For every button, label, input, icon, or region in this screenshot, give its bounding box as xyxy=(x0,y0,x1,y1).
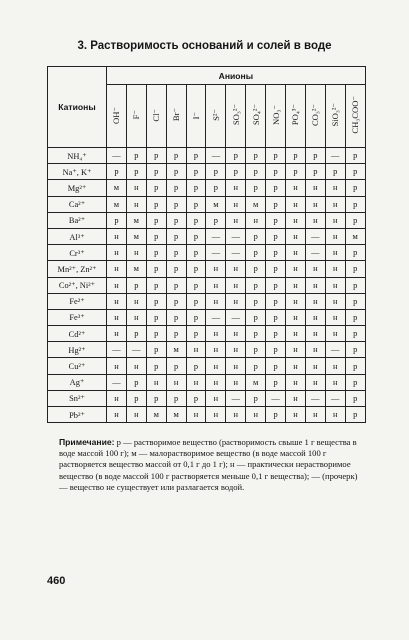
solubility-cell: р xyxy=(146,245,166,261)
table-row xyxy=(48,407,366,423)
table-row xyxy=(48,180,366,196)
solubility-cell: м xyxy=(126,212,146,228)
solubility-cell: р xyxy=(246,293,266,309)
solubility-cell: р xyxy=(146,390,166,406)
solubility-cell: н xyxy=(305,326,325,342)
solubility-cell: н xyxy=(226,374,246,390)
solubility-cell: р xyxy=(186,358,206,374)
solubility-cell: р xyxy=(126,390,146,406)
solubility-cell: н xyxy=(305,342,325,358)
solubility-cell: р xyxy=(186,148,206,164)
solubility-cell: р xyxy=(206,180,226,196)
solubility-cell: р xyxy=(186,326,206,342)
solubility-cell: н xyxy=(286,309,306,325)
solubility-cell: р xyxy=(226,164,246,180)
table-row xyxy=(48,148,366,164)
solubility-cell: р xyxy=(246,326,266,342)
solubility-table xyxy=(47,66,366,423)
solubility-cell: р xyxy=(186,390,206,406)
solubility-cell: м xyxy=(126,261,146,277)
solubility-cell: р xyxy=(246,261,266,277)
solubility-cell: — xyxy=(206,228,226,244)
solubility-cell: н xyxy=(305,309,325,325)
solubility-cell: р xyxy=(166,212,186,228)
anion-label: SO₃²⁻ xyxy=(230,104,241,126)
solubility-cell: н xyxy=(325,407,345,423)
solubility-cell: н xyxy=(226,261,246,277)
solubility-cell: р xyxy=(325,164,345,180)
cation-cell: NH₄⁺ xyxy=(48,148,107,164)
solubility-cell: р xyxy=(345,196,365,212)
anion-label: PO₄³⁻ xyxy=(290,104,301,126)
solubility-cell: р xyxy=(246,390,266,406)
solubility-cell: м xyxy=(107,180,127,196)
solubility-cell: р xyxy=(345,407,365,423)
anion-label: NO₃⁻ xyxy=(270,105,281,125)
table-row xyxy=(48,374,366,390)
solubility-cell: р xyxy=(266,293,286,309)
solubility-cell: н xyxy=(186,374,206,390)
anion-label: Cl⁻ xyxy=(151,108,162,122)
solubility-cell: н xyxy=(166,374,186,390)
solubility-cell: р xyxy=(345,212,365,228)
solubility-cell: р xyxy=(126,148,146,164)
solubility-cell: р xyxy=(146,309,166,325)
anion-label: CO₃²⁻ xyxy=(310,103,321,127)
solubility-cell: — xyxy=(325,342,345,358)
solubility-cell: — xyxy=(305,245,325,261)
solubility-cell: м xyxy=(126,228,146,244)
solubility-cell: н xyxy=(206,390,226,406)
solubility-cell: р xyxy=(146,212,166,228)
solubility-cell: н xyxy=(226,180,246,196)
solubility-cell: н xyxy=(126,196,146,212)
solubility-cell: н xyxy=(226,212,246,228)
solubility-cell: н xyxy=(305,293,325,309)
solubility-cell: р xyxy=(286,164,306,180)
anion-label: CH₃COO⁻ xyxy=(350,96,361,134)
solubility-cell: р xyxy=(186,277,206,293)
solubility-cell: р xyxy=(166,148,186,164)
solubility-cell: н xyxy=(126,407,146,423)
solubility-cell: — xyxy=(107,342,127,358)
solubility-cell: р xyxy=(345,164,365,180)
solubility-cell: н xyxy=(226,196,246,212)
solubility-cell: р xyxy=(146,342,166,358)
table-row xyxy=(48,309,366,325)
solubility-cell: р xyxy=(246,228,266,244)
solubility-cell: н xyxy=(226,293,246,309)
solubility-cell: р xyxy=(345,309,365,325)
table-row xyxy=(48,196,366,212)
solubility-cell: н xyxy=(286,407,306,423)
solubility-cell: р xyxy=(345,342,365,358)
anion-label: OH⁻ xyxy=(111,106,122,124)
solubility-cell: р xyxy=(166,309,186,325)
solubility-cell: р xyxy=(146,148,166,164)
solubility-cell: н xyxy=(107,277,127,293)
solubility-cell: н xyxy=(206,358,226,374)
cation-cell: Hg²⁺ xyxy=(48,342,107,358)
note-label: Примечание: xyxy=(59,437,115,447)
solubility-cell: н xyxy=(305,374,325,390)
solubility-cell: р xyxy=(246,245,266,261)
anion-label: SO₄²⁻ xyxy=(250,104,261,126)
solubility-cell: — xyxy=(226,309,246,325)
solubility-cell: н xyxy=(206,407,226,423)
table-row xyxy=(48,390,366,406)
cation-cell: Cr³⁺ xyxy=(48,245,107,261)
solubility-cell: н xyxy=(206,342,226,358)
solubility-cell: р xyxy=(266,261,286,277)
solubility-cell: р xyxy=(345,148,365,164)
solubility-cell: н xyxy=(325,228,345,244)
solubility-cell: р xyxy=(166,277,186,293)
solubility-cell: н xyxy=(226,326,246,342)
solubility-cell: р xyxy=(186,196,206,212)
solubility-cell: н xyxy=(325,212,345,228)
solubility-cell: р xyxy=(266,374,286,390)
solubility-cell: н xyxy=(286,245,306,261)
solubility-cell: н xyxy=(107,390,127,406)
solubility-cell: — xyxy=(107,374,127,390)
cation-cell: Ba²⁺ xyxy=(48,212,107,228)
anion-label: I⁻ xyxy=(191,111,201,119)
solubility-cell: р xyxy=(246,277,266,293)
table-row xyxy=(48,358,366,374)
solubility-cell: м xyxy=(246,374,266,390)
solubility-cell: р xyxy=(126,277,146,293)
page-number: 460 xyxy=(47,575,66,587)
solubility-cell: м xyxy=(166,342,186,358)
solubility-cell: р xyxy=(345,293,365,309)
solubility-cell: р xyxy=(107,164,127,180)
solubility-cell: р xyxy=(226,148,246,164)
solubility-cell: — xyxy=(226,390,246,406)
solubility-cell: — xyxy=(325,148,345,164)
solubility-cell: р xyxy=(146,164,166,180)
cation-cell: Fe²⁺ xyxy=(48,293,107,309)
solubility-cell: р xyxy=(186,309,206,325)
solubility-cell: р xyxy=(266,326,286,342)
solubility-cell: н xyxy=(107,407,127,423)
solubility-cell: н xyxy=(206,293,226,309)
solubility-cell: — xyxy=(305,390,325,406)
solubility-cell: — xyxy=(325,390,345,406)
solubility-cell: р xyxy=(166,196,186,212)
solubility-cell: — xyxy=(206,148,226,164)
table-row xyxy=(48,212,366,228)
cation-cell: Sn²⁺ xyxy=(48,390,107,406)
solubility-cell: н xyxy=(286,212,306,228)
solubility-cell: н xyxy=(286,374,306,390)
solubility-cell: р xyxy=(266,309,286,325)
solubility-cell: р xyxy=(206,164,226,180)
solubility-cell: м xyxy=(166,407,186,423)
cation-cell: Ca²⁺ xyxy=(48,196,107,212)
solubility-cell: н xyxy=(126,245,146,261)
solubility-cell: р xyxy=(146,293,166,309)
solubility-cell: р xyxy=(266,407,286,423)
solubility-cell: — xyxy=(107,148,127,164)
solubility-cell: р xyxy=(266,164,286,180)
anion-header-cell xyxy=(325,85,345,148)
solubility-cell: н xyxy=(126,293,146,309)
solubility-cell: н xyxy=(146,374,166,390)
solubility-cell: н xyxy=(305,261,325,277)
solubility-cell: р xyxy=(166,326,186,342)
solubility-cell: н xyxy=(286,261,306,277)
solubility-cell: р xyxy=(146,358,166,374)
solubility-cell: р xyxy=(305,164,325,180)
solubility-cell: н xyxy=(107,358,127,374)
anion-label: Br⁻ xyxy=(171,108,182,122)
cation-cell: Na⁺, K⁺ xyxy=(48,164,107,180)
solubility-cell: н xyxy=(107,309,127,325)
solubility-cell: р xyxy=(286,148,306,164)
solubility-cell: р xyxy=(345,245,365,261)
cation-cell: Al³⁺ xyxy=(48,228,107,244)
solubility-cell: н xyxy=(325,358,345,374)
solubility-cell: н xyxy=(325,180,345,196)
solubility-cell: р xyxy=(186,293,206,309)
solubility-cell: н xyxy=(305,277,325,293)
solubility-cell: н xyxy=(186,407,206,423)
anion-header-cell xyxy=(186,85,206,148)
solubility-cell: н xyxy=(126,358,146,374)
solubility-cell: р xyxy=(246,342,266,358)
solubility-cell: р xyxy=(146,326,166,342)
solubility-cell: р xyxy=(345,374,365,390)
solubility-cell: — xyxy=(305,228,325,244)
solubility-cell: н xyxy=(226,358,246,374)
anion-header-cell xyxy=(146,85,166,148)
solubility-cell: р xyxy=(146,261,166,277)
solubility-cell: р xyxy=(345,358,365,374)
cation-cell: Ag⁺ xyxy=(48,374,107,390)
solubility-cell: н xyxy=(325,309,345,325)
table-body xyxy=(48,148,366,423)
cation-cell: Mg²⁺ xyxy=(48,180,107,196)
anion-header-cell xyxy=(286,85,306,148)
table-row xyxy=(48,228,366,244)
solubility-cell: н xyxy=(107,293,127,309)
cation-cell: Mn²⁺, Zn²⁺ xyxy=(48,261,107,277)
solubility-cell: р xyxy=(345,261,365,277)
solubility-cell: н xyxy=(206,374,226,390)
table-row xyxy=(48,245,366,261)
solubility-cell: н xyxy=(305,196,325,212)
solubility-cell: — xyxy=(266,390,286,406)
solubility-cell: р xyxy=(246,180,266,196)
solubility-cell: р xyxy=(246,358,266,374)
solubility-cell: р xyxy=(186,228,206,244)
cation-cell: Co²⁺, Ni²⁺ xyxy=(48,277,107,293)
table-row xyxy=(48,277,366,293)
solubility-cell: р xyxy=(266,180,286,196)
cation-cell: Pb²⁺ xyxy=(48,407,107,423)
anions-header: Анионы xyxy=(107,67,366,85)
table-row xyxy=(48,342,366,358)
anion-header-cell xyxy=(126,85,146,148)
solubility-cell: р xyxy=(345,277,365,293)
solubility-cell: р xyxy=(166,293,186,309)
anion-header-cell xyxy=(305,85,325,148)
solubility-cell: н xyxy=(305,212,325,228)
solubility-cell: н xyxy=(286,326,306,342)
solubility-cell: р xyxy=(266,196,286,212)
solubility-cell: н xyxy=(325,293,345,309)
solubility-cell: р xyxy=(146,180,166,196)
solubility-cell: р xyxy=(146,228,166,244)
anion-header-cell xyxy=(166,85,186,148)
cation-cell: Cu²⁺ xyxy=(48,358,107,374)
solubility-cell: р xyxy=(166,164,186,180)
cations-header: Катионы xyxy=(48,67,107,148)
anion-header-cell xyxy=(206,85,226,148)
solubility-cell: н xyxy=(325,326,345,342)
page-title: 3. Растворимость оснований и солей в воде xyxy=(77,40,332,52)
solubility-cell: р xyxy=(107,212,127,228)
solubility-cell: н xyxy=(226,277,246,293)
solubility-cell: р xyxy=(126,164,146,180)
solubility-cell: н xyxy=(286,342,306,358)
anion-label: S²⁻ xyxy=(210,109,221,121)
solubility-cell: н xyxy=(286,390,306,406)
anion-label: F⁻ xyxy=(131,110,142,120)
cation-cell: Fe³⁺ xyxy=(48,309,107,325)
solubility-cell: м xyxy=(146,407,166,423)
solubility-cell: н xyxy=(126,309,146,325)
solubility-cell: н xyxy=(286,180,306,196)
solubility-cell: н xyxy=(206,261,226,277)
table-row xyxy=(48,164,366,180)
solubility-cell: м xyxy=(345,228,365,244)
solubility-cell: р xyxy=(266,358,286,374)
solubility-cell: м xyxy=(107,196,127,212)
solubility-cell: р xyxy=(266,245,286,261)
solubility-cell: н xyxy=(286,277,306,293)
solubility-cell: р xyxy=(266,212,286,228)
solubility-cell: р xyxy=(246,309,266,325)
solubility-cell: р xyxy=(246,164,266,180)
anion-label: SiO₃²⁻ xyxy=(330,103,341,127)
anion-header-cell xyxy=(107,85,127,148)
table-row xyxy=(48,261,366,277)
solubility-cell: н xyxy=(107,245,127,261)
solubility-cell: р xyxy=(186,261,206,277)
solubility-cell: р xyxy=(186,245,206,261)
solubility-cell: р xyxy=(345,326,365,342)
solubility-cell: р xyxy=(186,164,206,180)
solubility-cell: н xyxy=(305,180,325,196)
solubility-cell: н xyxy=(325,374,345,390)
solubility-cell: р xyxy=(166,261,186,277)
solubility-cell: р xyxy=(126,326,146,342)
solubility-cell: н xyxy=(325,196,345,212)
solubility-cell: н xyxy=(246,212,266,228)
table-row xyxy=(48,326,366,342)
anion-header-cell xyxy=(345,85,365,148)
solubility-cell: р xyxy=(166,358,186,374)
solubility-cell: н xyxy=(305,407,325,423)
solubility-cell: н xyxy=(186,342,206,358)
solubility-cell: — xyxy=(206,309,226,325)
anion-header-cell xyxy=(226,85,246,148)
solubility-cell: м xyxy=(246,196,266,212)
solubility-cell: р xyxy=(266,342,286,358)
solubility-cell: р xyxy=(186,212,206,228)
solubility-cell: р xyxy=(246,148,266,164)
solubility-cell: — xyxy=(226,245,246,261)
anion-header-cell xyxy=(266,85,286,148)
solubility-cell: р xyxy=(266,228,286,244)
solubility-cell: н xyxy=(107,261,127,277)
footnote xyxy=(59,437,365,493)
note-text: р — растворимое вещество (растворимость свыше 1 г вещества в воде массой 100 г); м — малорастворимое вещество (в воде массой 100 г растворяется вещество массой от 0,1 г до 1 г); н — практически нерастворимое вещество (в воде массой 100 г растворяется меньше 0,1 г вещества); — (прочерк) — вещество не существует или разлагается водой. xyxy=(59,437,358,492)
solubility-cell: н xyxy=(107,326,127,342)
solubility-cell: р xyxy=(345,390,365,406)
table-row xyxy=(48,293,366,309)
solubility-cell: р xyxy=(266,277,286,293)
cation-cell: Cd²⁺ xyxy=(48,326,107,342)
solubility-cell: р xyxy=(266,148,286,164)
solubility-cell: н xyxy=(206,277,226,293)
solubility-cell: н xyxy=(325,277,345,293)
solubility-cell: р xyxy=(166,228,186,244)
solubility-cell: н xyxy=(286,196,306,212)
solubility-cell: — xyxy=(226,228,246,244)
solubility-cell: н xyxy=(286,228,306,244)
solubility-cell: р xyxy=(166,390,186,406)
solubility-cell: н xyxy=(325,245,345,261)
solubility-cell: — xyxy=(206,245,226,261)
solubility-cell: н xyxy=(325,261,345,277)
anion-header-cell xyxy=(246,85,266,148)
solubility-cell: н xyxy=(286,358,306,374)
solubility-cell: р xyxy=(166,245,186,261)
solubility-cell: р xyxy=(206,212,226,228)
solubility-cell: р xyxy=(166,180,186,196)
solubility-cell: н xyxy=(126,180,146,196)
solubility-cell: м xyxy=(206,196,226,212)
solubility-cell: — xyxy=(126,342,146,358)
solubility-cell: н xyxy=(226,342,246,358)
solubility-cell: н xyxy=(226,407,246,423)
solubility-cell: р xyxy=(146,196,166,212)
solubility-cell: н xyxy=(107,228,127,244)
solubility-cell: р xyxy=(126,374,146,390)
solubility-cell: н xyxy=(206,326,226,342)
solubility-cell: р xyxy=(345,180,365,196)
solubility-cell: н xyxy=(286,293,306,309)
solubility-cell: р xyxy=(305,148,325,164)
solubility-cell: р xyxy=(146,277,166,293)
solubility-cell: р xyxy=(186,180,206,196)
solubility-cell: н xyxy=(246,407,266,423)
solubility-cell: н xyxy=(305,358,325,374)
